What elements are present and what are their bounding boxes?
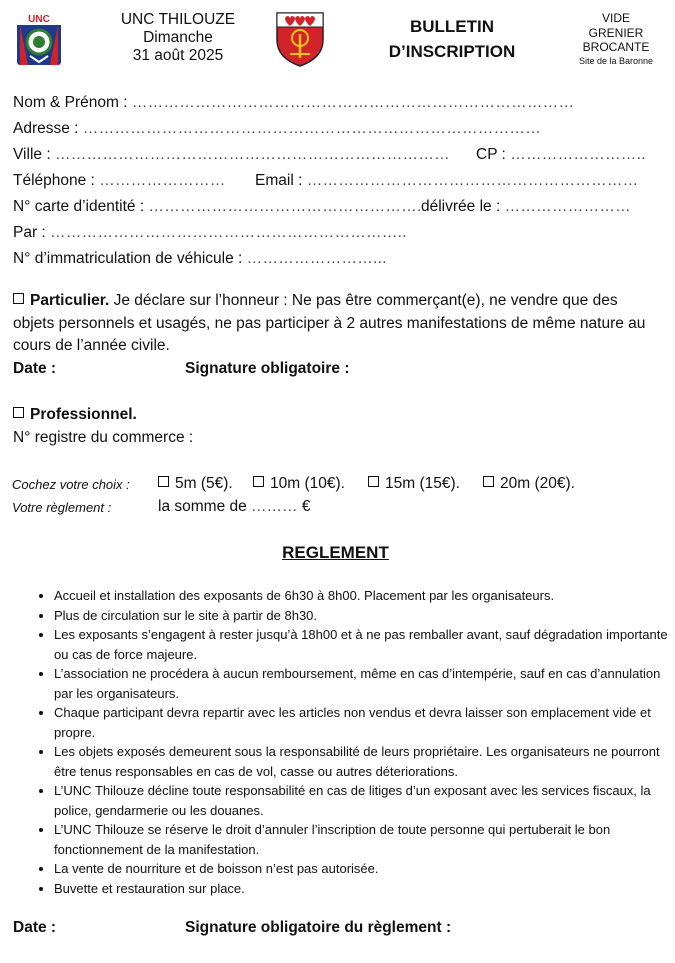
issued-by-dots[interactable]: ………………………………………………………….. bbox=[50, 224, 407, 241]
particulier-date[interactable] bbox=[13, 360, 56, 378]
list-item: • Les objets exposés demeurent sous la responsabilité de leurs propriétaire. Les organisateurs ne pourront être tenus responsables en cas de vol, casse ou autres déteriorations. bbox=[54, 742, 674, 781]
choice-label: Cochez votre choix : bbox=[12, 477, 130, 492]
option-15m-label: 15m (15€). bbox=[385, 475, 460, 492]
payment-field[interactable] bbox=[158, 498, 310, 516]
payment-dots[interactable]: ……… bbox=[251, 498, 298, 515]
issued-by-field[interactable] bbox=[13, 224, 407, 242]
title-line-1: BULLETIN bbox=[409, 17, 495, 36]
issued-field[interactable] bbox=[421, 198, 631, 216]
particulier-label: Particulier. bbox=[30, 292, 110, 309]
reglement-date-label: Date : bbox=[13, 919, 57, 936]
option-10m-checkbox[interactable] bbox=[253, 476, 264, 487]
event-type-3: BROCANTE bbox=[582, 40, 650, 54]
reglement-signature[interactable] bbox=[185, 919, 451, 937]
reglement-title: REGLEMENT bbox=[282, 543, 389, 562]
list-item: • L’UNC Thilouze décline toute responsabilité en cas de litiges d’un exposant avec les services fiscaux, la police, gendarmerie ou les douanes. bbox=[54, 781, 674, 820]
city-dots[interactable]: ………………………………………………………………… bbox=[54, 146, 450, 163]
issued-by-label: Par : bbox=[13, 224, 46, 241]
list-item: • L’association ne procédera à aucun remboursement, même en cas d’intempérie, sauf en cas d’annulation par les organisateurs. bbox=[54, 664, 674, 703]
reglement-date[interactable] bbox=[13, 919, 56, 937]
email-dots[interactable]: ……………………………………………………… bbox=[306, 172, 639, 189]
registre-label: N° registre du commerce : bbox=[13, 429, 194, 446]
list-item: • L’UNC Thilouze se réserve le droit d’annuler l’inscription de toute personne qui pertuberait le bon fonctionnement de la manifestation. bbox=[54, 820, 674, 859]
particulier-date-label: Date : bbox=[13, 360, 57, 377]
cp-field[interactable] bbox=[476, 146, 646, 164]
list-item: • Accueil et installation des exposants de 6h30 à 8h00. Placement par les organisateurs. bbox=[54, 586, 674, 606]
svg-text:UNC: UNC bbox=[28, 14, 50, 25]
organisation-block bbox=[98, 11, 258, 65]
plate-field[interactable] bbox=[13, 250, 387, 268]
professionnel-label: Professionnel. bbox=[30, 406, 137, 423]
email-field[interactable] bbox=[255, 172, 639, 190]
list-item: • Chaque participant devra repartir avec les articles non vendus et devra laisser son emplacement vide et propre. bbox=[54, 703, 674, 742]
option-20m[interactable] bbox=[483, 475, 575, 493]
particulier-declaration: Je déclare sur l’honneur : Ne pas être commerçant(e), ne vendre que des objets personnels et usagés, ne pas participer à 2 autres manifestations de même nature au cours de l’année civile. bbox=[13, 292, 646, 354]
list-item: • Buvette et restauration sur place. bbox=[54, 879, 674, 899]
city-label: Ville : bbox=[13, 146, 51, 163]
professionnel-option[interactable] bbox=[13, 406, 137, 424]
list-item: • La vente de nourriture et de boisson n’est pas autorisée. bbox=[54, 859, 674, 879]
document-title bbox=[368, 14, 536, 64]
option-5m-label: 5m (5€). bbox=[175, 475, 233, 492]
particulier-section bbox=[13, 290, 663, 358]
address-label: Adresse : bbox=[13, 120, 79, 137]
option-10m-label: 10m (10€). bbox=[270, 475, 345, 492]
option-20m-label: 20m (20€). bbox=[500, 475, 575, 492]
event-type-1: VIDE bbox=[601, 11, 630, 25]
option-15m-checkbox[interactable] bbox=[368, 476, 379, 487]
option-10m[interactable] bbox=[253, 475, 345, 493]
particulier-signature[interactable] bbox=[185, 360, 349, 378]
event-date: 31 août 2025 bbox=[132, 47, 224, 64]
id-card-field[interactable] bbox=[13, 198, 422, 216]
particulier-checkbox[interactable] bbox=[13, 293, 24, 304]
option-5m-checkbox[interactable] bbox=[158, 476, 169, 487]
reglement-list bbox=[34, 586, 674, 898]
title-line-2: D’INSCRIPTION bbox=[388, 42, 516, 61]
event-site: Site de la Baronne bbox=[578, 55, 654, 66]
unc-emblem-icon bbox=[16, 10, 62, 66]
name-label: Nom & Prénom : bbox=[13, 94, 128, 111]
event-type-block bbox=[568, 11, 664, 67]
payment-currency: € bbox=[301, 498, 311, 515]
payment-text: la somme de bbox=[158, 498, 247, 515]
plate-label: N° d’immatriculation de véhicule : bbox=[13, 250, 243, 267]
option-5m[interactable] bbox=[158, 475, 233, 493]
org-name: UNC THILOUZE bbox=[120, 11, 236, 28]
issued-label: délivrée le : bbox=[421, 198, 501, 215]
city-field[interactable] bbox=[13, 146, 450, 164]
list-item: • Plus de circulation sur le site à partir de 8h30. bbox=[54, 606, 674, 626]
name-field[interactable] bbox=[13, 94, 574, 112]
address-dots[interactable]: …………………………………………………………………………… bbox=[82, 120, 541, 137]
option-15m[interactable] bbox=[368, 475, 460, 493]
id-card-label: N° carte d’identité : bbox=[13, 198, 145, 215]
cp-dots[interactable]: …………………….. bbox=[510, 146, 646, 163]
address-field[interactable] bbox=[13, 120, 541, 138]
reglement-signature-label: Signature obligatoire du règlement : bbox=[185, 919, 452, 936]
phone-dots[interactable]: …………………… bbox=[99, 172, 226, 189]
option-20m-checkbox[interactable] bbox=[483, 476, 494, 487]
phone-label: Téléphone : bbox=[13, 172, 95, 189]
list-item: • Les exposants s’engagent à rester jusqu’à 18h00 et à ne pas remballer avant, sauf dégradation importante ou cas de force majeure. bbox=[54, 625, 674, 664]
registre-field[interactable] bbox=[13, 429, 193, 447]
name-dots[interactable]: ………………………………………………………………………… bbox=[131, 94, 575, 111]
email-label: Email : bbox=[255, 172, 303, 189]
phone-field[interactable] bbox=[13, 172, 226, 190]
payment-label: Votre règlement : bbox=[12, 500, 112, 515]
event-day: Dimanche bbox=[143, 29, 213, 46]
issued-dots[interactable]: …………………… bbox=[504, 198, 631, 215]
cp-label: CP : bbox=[476, 146, 506, 163]
plate-dots[interactable]: ……………………... bbox=[246, 250, 387, 267]
professionnel-checkbox[interactable] bbox=[13, 407, 24, 418]
particulier-signature-label: Signature obligatoire : bbox=[185, 360, 350, 377]
id-card-dots[interactable]: ……………………………………………. bbox=[148, 198, 422, 215]
event-type-2: GRENIER bbox=[588, 25, 644, 40]
coat-of-arms-icon bbox=[274, 10, 326, 68]
